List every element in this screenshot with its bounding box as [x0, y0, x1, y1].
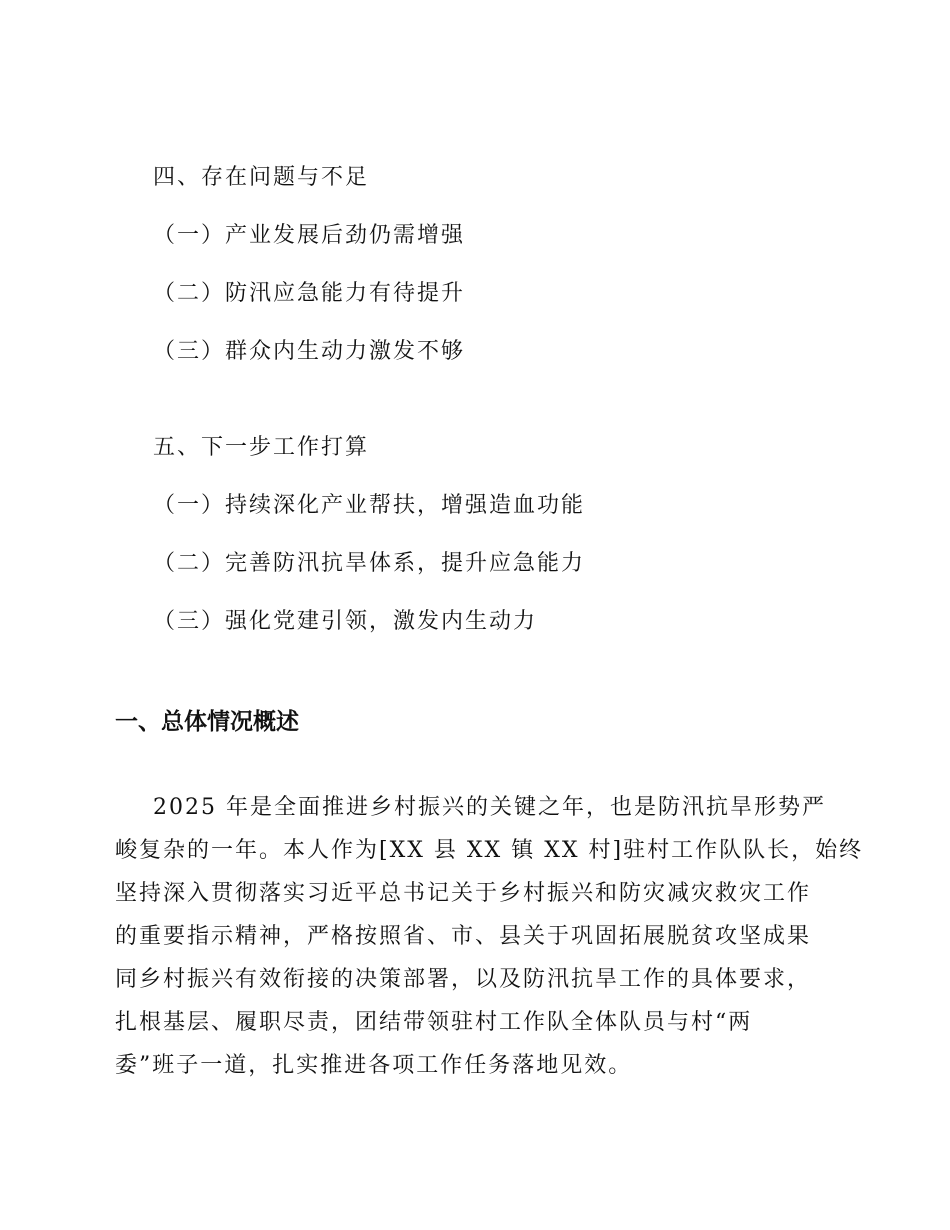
- paragraph-line: 坚持深入贯彻落实习近平总书记关于乡村振兴和防灾减灾救灾工作: [115, 881, 812, 906]
- section-5-heading: 五、下一步工作打算: [153, 435, 370, 460]
- paragraph-line: 委”班子一道，扎实推进各项工作任务落地见效。: [115, 1053, 633, 1078]
- section-4-item-1: （一）产业发展后劲仍需增强: [153, 223, 466, 248]
- paragraph-line: 2025 年是全面推进乡村振兴的关键之年，也是防汛抗旱形势严: [153, 795, 826, 820]
- paragraph-line: 的重要指示精神，严格按照省、市、县关于巩固拓展脱贫攻坚成果: [115, 924, 812, 949]
- section-5-item-3: （三）强化党建引领，激发内生动力: [153, 609, 538, 634]
- section-4-heading: 四、存在问题与不足: [153, 165, 370, 190]
- paragraph-line: 扎根基层、履职尽责，团结带领驻村工作队全体队员与村“两: [115, 1010, 753, 1035]
- section-5-item-2: （二）完善防汛抗旱体系，提升应急能力: [153, 551, 586, 576]
- section-1-title: 一、总体情况概述: [115, 709, 299, 735]
- section-4-item-2: （二）防汛应急能力有待提升: [153, 281, 466, 306]
- paragraph-line: 同乡村振兴有效衔接的决策部署，以及防汛抗旱工作的具体要求，: [115, 967, 812, 992]
- section-5-item-1: （一）持续深化产业帮扶，增强造血功能: [153, 493, 586, 518]
- section-4-item-3: （三）群众内生动力激发不够: [153, 339, 466, 364]
- paragraph-line: 峻复杂的一年。本人作为[XX 县 XX 镇 XX 村]驻村工作队队长，始终: [115, 838, 864, 863]
